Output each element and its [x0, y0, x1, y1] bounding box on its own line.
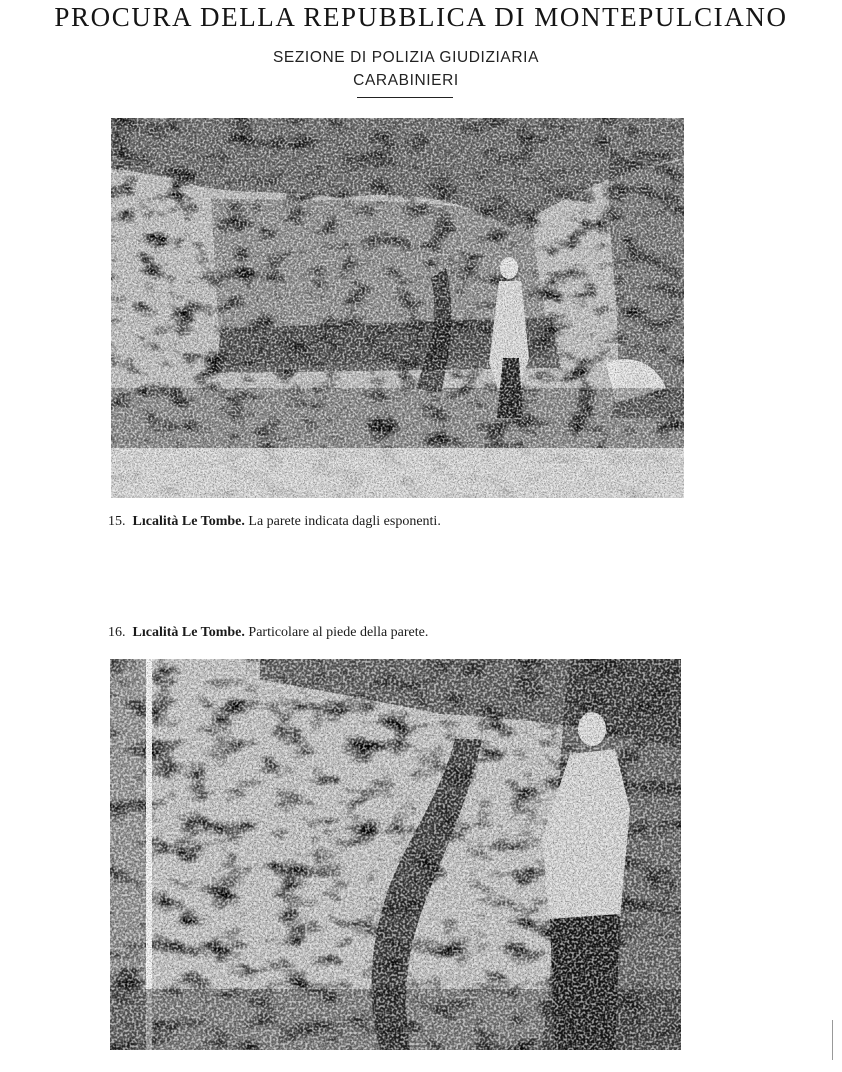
scan-edge-mark: [832, 1020, 833, 1060]
unit-heading: CARABINIERI: [353, 72, 459, 89]
caption-description: Particolare al piede della parete.: [248, 625, 429, 640]
caption-description: La parete indicata dagli esponenti.: [248, 514, 441, 529]
caption-photo-15: [108, 514, 441, 530]
caption-place: Lıcalità Le Tombe.: [132, 625, 245, 640]
section-heading: SEZIONE DI POLIZIA GIUDIZIARIA: [272, 49, 540, 66]
page-title: PROCURA DELLA REPUBBLICA DI MONTEPULCIANO: [54, 2, 788, 32]
caption-photo-16: [108, 625, 428, 641]
photo-rock-wall: [111, 118, 684, 498]
caption-place: Lıcalità Le Tombe.: [132, 514, 245, 529]
header-divider: [357, 97, 453, 98]
caption-number: 15.: [108, 514, 126, 529]
caption-number: 16.: [108, 625, 126, 640]
photo-wall-detail: [110, 659, 681, 1050]
